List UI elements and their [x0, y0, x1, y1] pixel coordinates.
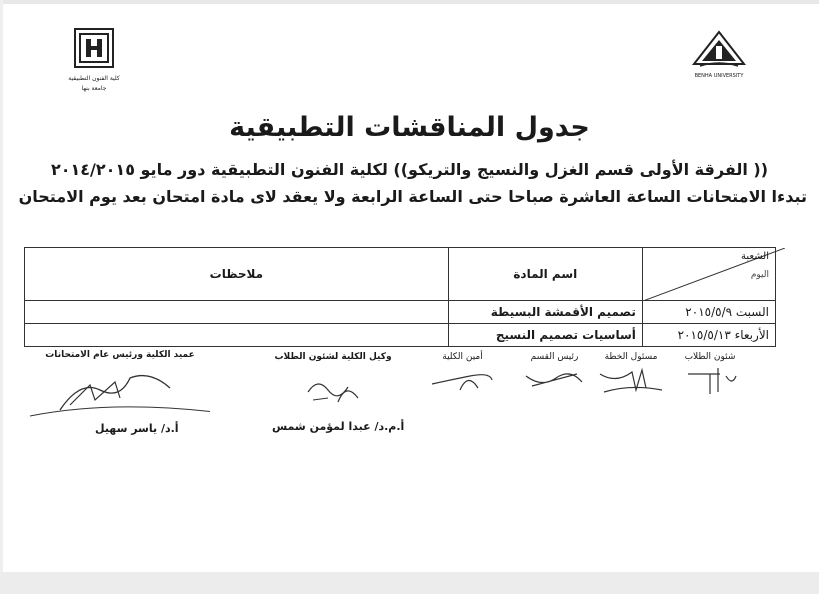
faculty-logo-caption: كلية الفنون التطبيقية	[68, 75, 120, 82]
row-subject: تصميم الأقمشة البسيطة	[448, 301, 642, 324]
head-title: رئيس القسم	[530, 352, 579, 362]
dean-signature-block	[30, 350, 210, 418]
vice-dean-name: أ.م.د/ عبدا لمؤمن شمس	[272, 420, 405, 433]
faculty-logo-icon	[74, 28, 114, 68]
row-notes	[25, 324, 449, 347]
faculty-logo	[68, 28, 120, 92]
affairs-signature-icon	[680, 362, 740, 396]
faculty-logo-subcaption: جامعة بنها	[81, 85, 107, 92]
table-row	[25, 301, 776, 324]
header-day: اليوم	[750, 270, 769, 280]
university-logo	[690, 30, 748, 79]
header-day-division	[642, 248, 775, 301]
page-title: جدول المناقشات التطبيقية	[229, 112, 590, 143]
head-signature-block	[522, 352, 587, 396]
scan-edge-top	[0, 0, 819, 4]
header-division: الشعبة	[741, 251, 769, 262]
secretary-title: أمين الكلية	[442, 352, 483, 362]
row-day-date	[642, 301, 775, 324]
head-signature-icon	[522, 362, 587, 396]
schedule-table	[24, 247, 776, 347]
table-row	[25, 324, 776, 347]
header-notes: ملاحظات	[25, 248, 449, 301]
secretary-signature-block	[430, 352, 495, 396]
row-date: ٢٠١٥/٥/١٣	[677, 328, 731, 342]
affairs-signature-block	[680, 352, 740, 396]
subtitle-line-2: تبدءا الامتحانات الساعة العاشرة صباحا حتى الساعة الرابعة ولا يعقد لاى مادة امتحان بعد يوم الامتحان	[18, 187, 807, 206]
plan-signature-icon	[596, 362, 666, 396]
university-logo-caption: BENHA UNIVERSITY	[694, 73, 744, 79]
dean-name: أ.د/ ياسر سهيل	[95, 422, 179, 435]
vice-dean-signature-icon	[268, 362, 398, 412]
subtitle-line-1: (( الفرقة الأولى قسم الغزل والنسيج والتريكو)) لكلية الفنون التطبيقية دور مايو ٢٠١٤/٢٠١٥	[50, 160, 769, 179]
plan-title: مسئول الخطة	[604, 352, 658, 362]
table-header-row	[25, 248, 776, 301]
university-logo-icon	[690, 30, 748, 68]
scan-edge-left	[0, 0, 3, 594]
header-subject: اسم المادة	[448, 248, 642, 301]
row-day-date	[642, 324, 775, 347]
dean-title: عميد الكلية ورئيس عام الامتحانات	[45, 350, 195, 360]
vice-dean-signature-block	[268, 352, 398, 412]
row-day: الأربعاء	[734, 328, 769, 342]
row-day: السبت	[735, 305, 769, 319]
dean-signature-icon	[20, 360, 210, 418]
vice-dean-title: وكيل الكلية لشئون الطلاب	[274, 352, 392, 362]
row-subject: أساسيات تصميم النسيج	[448, 324, 642, 347]
row-notes	[25, 301, 449, 324]
secretary-signature-icon	[430, 362, 495, 396]
row-date: ٢٠١٥/٥/٩	[685, 305, 733, 319]
affairs-title: شئون الطلاب	[684, 352, 736, 362]
plan-signature-block	[596, 352, 666, 396]
scan-edge-bottom	[0, 572, 819, 594]
